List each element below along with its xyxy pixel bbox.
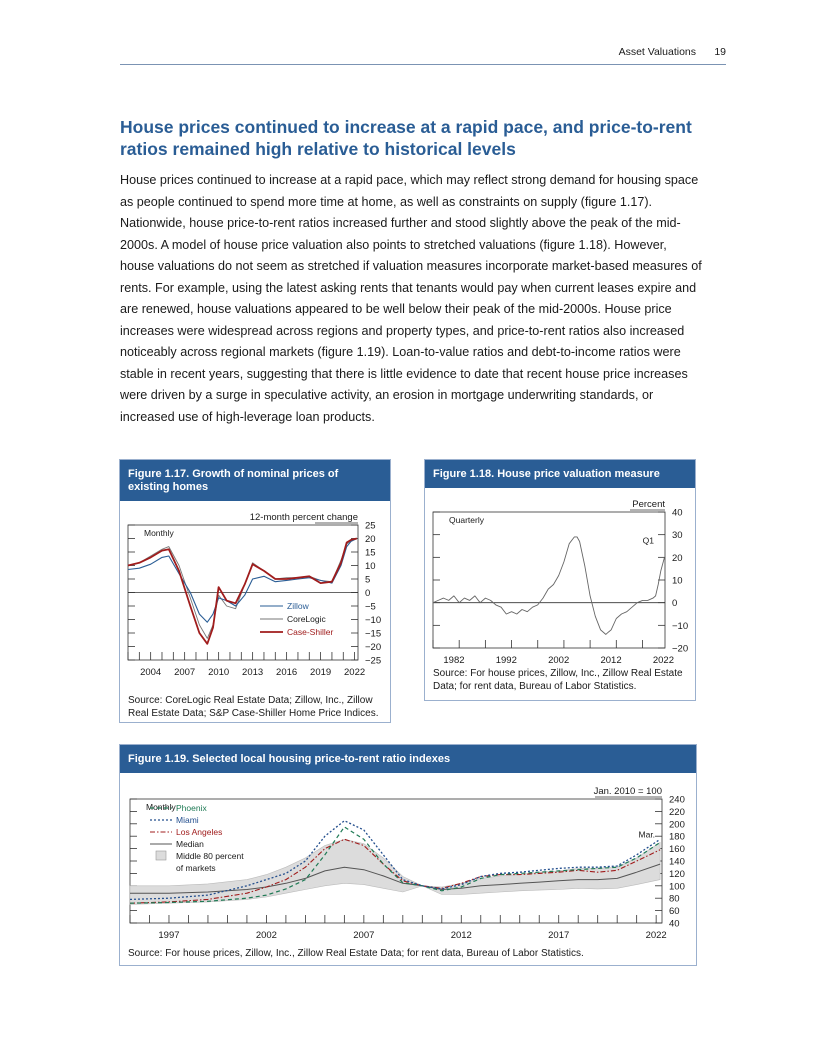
legend-label: Zillow — [287, 601, 309, 611]
y-tick-label: 20 — [365, 534, 376, 545]
y-tick-label: −25 — [365, 655, 382, 667]
figure-1-19 — [119, 744, 697, 966]
x-tick-label: 2012 — [450, 930, 472, 941]
x-tick-label: 1997 — [158, 930, 180, 941]
y-tick-label: 25 — [365, 520, 376, 532]
frequency-label: Monthly — [146, 802, 176, 812]
x-tick-label: 2013 — [242, 667, 264, 677]
figure-source: Source: For house prices, Zillow, Inc., Zillow Real Estate Data; for rent data, Bureau of Labor Statistics. — [433, 668, 683, 692]
x-tick-label: 2002 — [255, 930, 277, 941]
y-tick-label: 10 — [365, 561, 376, 572]
x-tick-label: 2004 — [140, 667, 162, 677]
section-heading: House prices continued to increase at a rapid pace, and price-to-rent ratios remained high relative to historical levels — [120, 117, 692, 159]
x-tick-label: 2022 — [652, 655, 674, 666]
y-tick-label: 140 — [669, 856, 685, 868]
y-tick-label: −10 — [672, 620, 689, 632]
figure-title: Figure 1.17. Growth of nominal prices of existing homes — [120, 460, 390, 501]
figure-1-18 — [424, 459, 696, 701]
y-tick-label: 15 — [365, 547, 376, 559]
units-label: Percent — [632, 499, 665, 510]
annotation-q1: Q1 — [642, 535, 654, 546]
y-tick-label: 200 — [669, 819, 685, 831]
y-tick-label: 60 — [669, 906, 680, 918]
legend-label-band: Middle 80 percent of markets — [176, 851, 244, 873]
x-tick-label: 2002 — [548, 655, 570, 666]
y-tick-label: 30 — [672, 530, 683, 542]
units-label: Jan. 2010 = 100 — [593, 786, 662, 797]
body-paragraph: House prices continued to increase at a rapid pace, which may reflect strong demand for housing space as people continued to spend more time at home, as well as constraints on supply (figure 1.17). Nationwide, house price-to-rent ratios increased further and stood slightly above the peak of the mid-2000s. A model of house price valuation also points to stretched valuations (figure 1.18). However, house valuations do not seem as stretched if valuation measures incorporate market-based measures of rents. For example, using the latest asking rents that tenants would pay when current leases expire and are renewed, house valuations appeared to be well below their peak of the mid-2000s. House price increases were widespread across regions and property types, and price-to-rent ratios also increased noticeably across regional markets (figure 1.19). Loan-to-value ratios and debt-to-income ratios were stable in recent years, suggesting that there is little evidence to date that recent house price increases were driven by a surge in speculative activity, an erosion in mortgage underwriting standards, or increased use of high-leverage loan products. — [120, 173, 702, 424]
y-tick-label: 80 — [669, 893, 680, 905]
page-number: 19 — [714, 46, 726, 58]
chart-svg-1-17 — [120, 502, 390, 677]
units-label: 12-month percent change — [249, 512, 358, 523]
figure-title: Figure 1.19. Selected local housing price-to-rent ratio indexes — [120, 745, 696, 773]
y-tick-label: 0 — [365, 588, 371, 599]
y-tick-label: −20 — [365, 642, 382, 653]
plot-frame — [130, 799, 662, 923]
x-tick-label: 2007 — [353, 930, 375, 941]
y-tick-label: 100 — [669, 881, 685, 893]
y-tick-label: 40 — [669, 918, 680, 930]
y-tick-label: −10 — [365, 615, 382, 626]
plot-frame — [433, 512, 665, 648]
legend-band-swatch — [156, 851, 166, 860]
legend-label: Los Angeles — [176, 827, 223, 837]
x-tick-label: 1982 — [443, 655, 465, 666]
chart-svg-1-19 — [120, 775, 696, 945]
figure-source: Source: CoreLogic Real Estate Data; Zillow, Inc., Zillow Real Estate Data; S&P Case-Shiller Home Price Indices. — [128, 695, 379, 719]
frequency-label: Monthly — [144, 528, 174, 538]
y-tick-label: 10 — [672, 575, 683, 587]
x-tick-label: 1992 — [495, 655, 517, 666]
figure-1-17 — [119, 459, 391, 723]
y-tick-label: 40 — [672, 507, 683, 519]
legend-label: Median — [176, 839, 204, 849]
legend-label: Miami — [176, 815, 199, 825]
legend-label: CoreLogic — [287, 614, 326, 624]
running-header — [120, 40, 726, 65]
x-tick-label: 2012 — [600, 655, 622, 666]
x-tick-label: 2007 — [174, 667, 196, 677]
series-line-valuation — [433, 537, 665, 635]
x-tick-label: 2016 — [276, 667, 298, 677]
y-tick-label: 0 — [672, 598, 678, 610]
annotation-mar: Mar. — [638, 829, 656, 840]
x-tick-label: 2022 — [645, 930, 667, 941]
figure-title: Figure 1.18. House price valuation measure — [425, 460, 695, 488]
y-tick-label: 5 — [365, 574, 371, 586]
y-tick-label: −15 — [365, 628, 382, 640]
frequency-label: Quarterly — [449, 515, 484, 525]
y-tick-label: 180 — [669, 831, 685, 843]
y-tick-label: 120 — [669, 868, 685, 880]
section-title: Asset Valuations — [618, 46, 696, 58]
y-tick-label: 220 — [669, 806, 685, 818]
x-tick-label: 2022 — [344, 667, 366, 677]
legend-label: Phoenix — [176, 803, 207, 813]
y-tick-label: −20 — [672, 643, 689, 655]
y-tick-label: −5 — [365, 601, 376, 613]
x-tick-label: 2010 — [208, 667, 230, 677]
figure-source: Source: For house prices, Zillow, Inc., Zillow Real Estate Data; for rent data, Bureau of Labor Statistics. — [128, 948, 584, 959]
y-tick-label: 20 — [672, 552, 683, 564]
y-tick-label: 160 — [669, 844, 685, 856]
legend-label: Case-Shiller — [287, 627, 334, 637]
x-tick-label: 2019 — [310, 667, 332, 677]
chart-svg-1-18 — [425, 490, 695, 670]
y-tick-label: 240 — [669, 794, 685, 806]
x-tick-label: 2017 — [548, 930, 570, 941]
